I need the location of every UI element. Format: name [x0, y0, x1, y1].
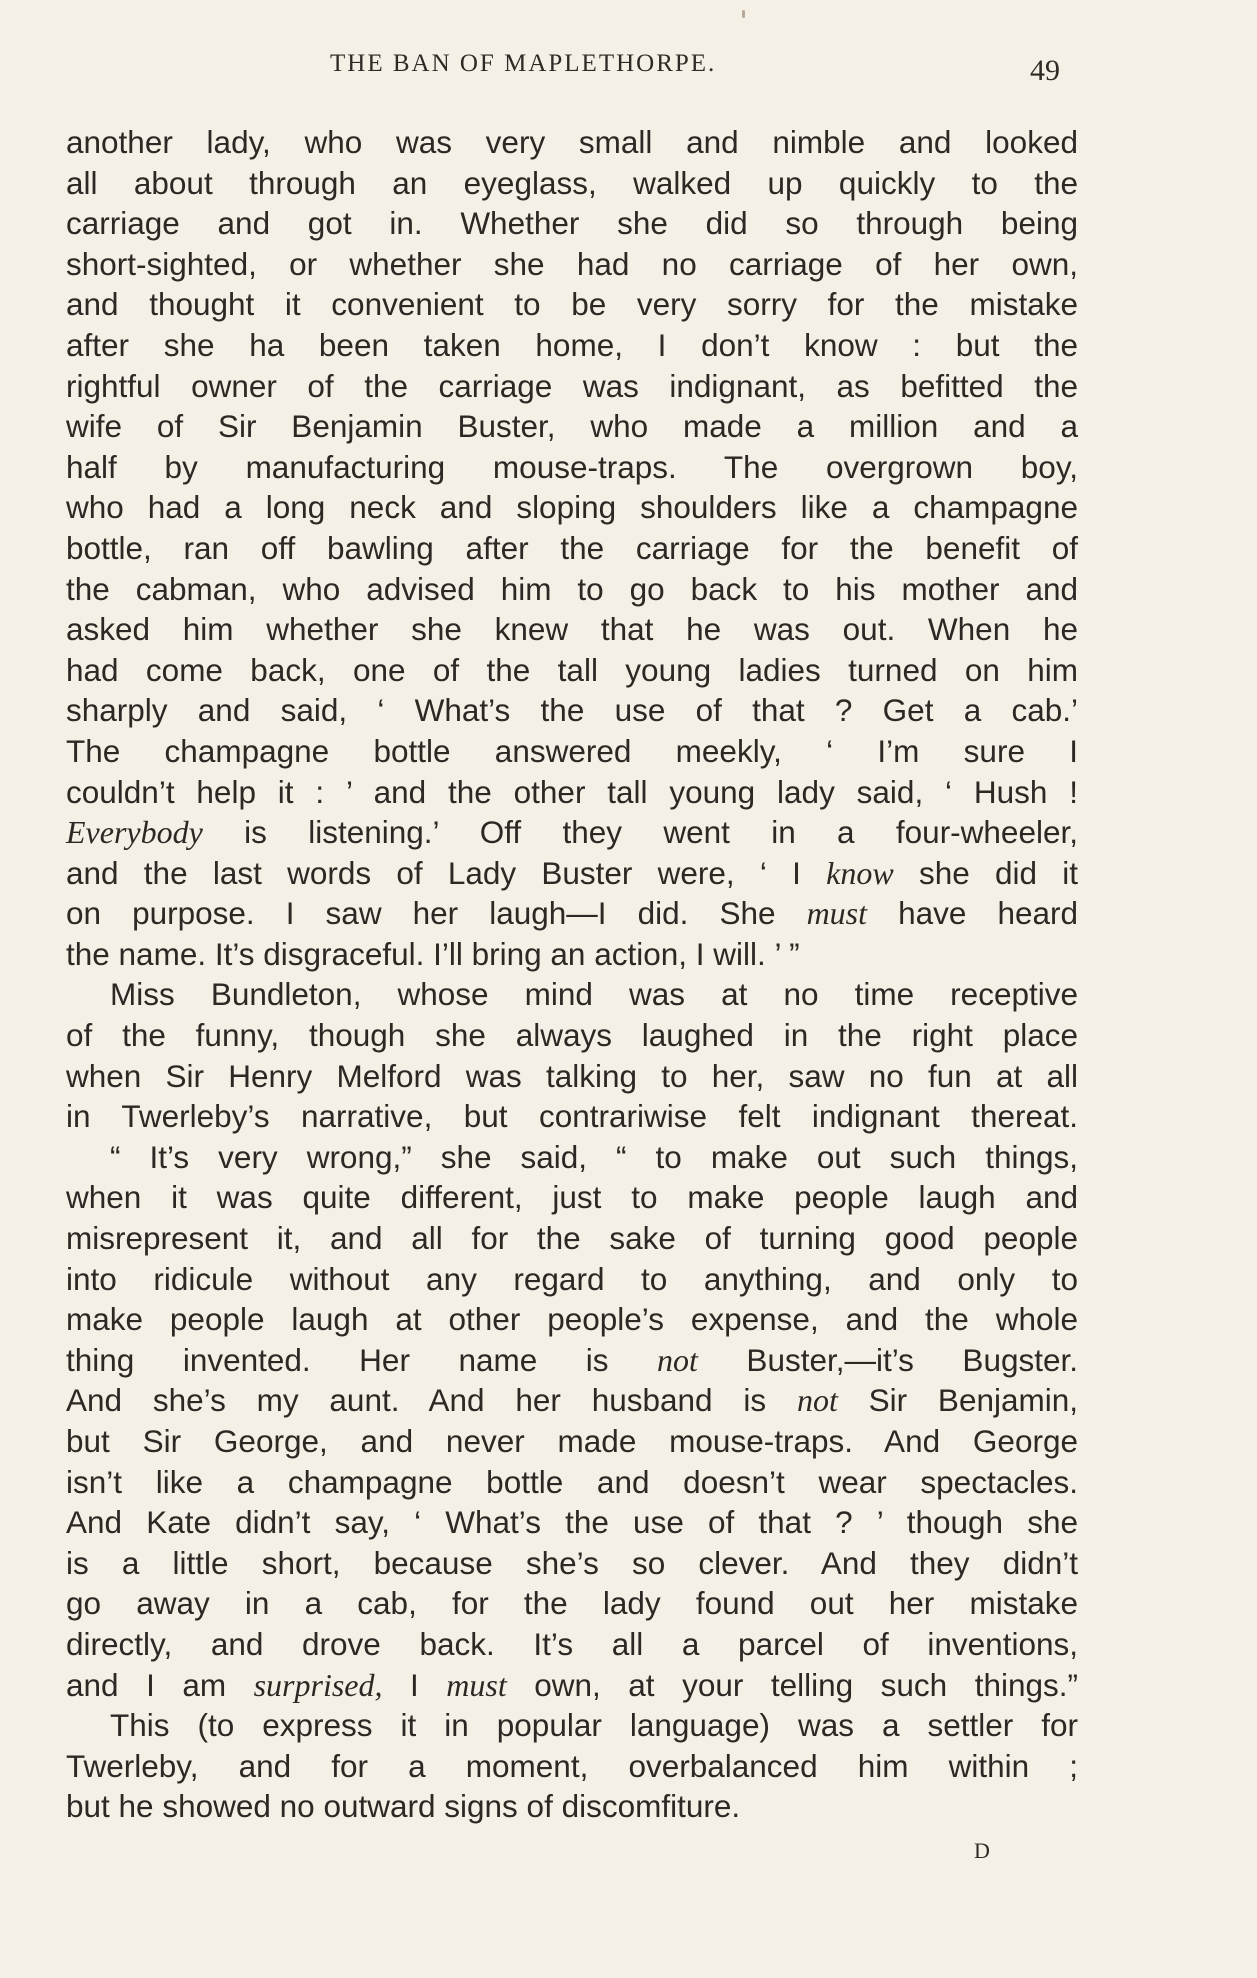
italic-emphasis: Everybody [66, 814, 203, 851]
line-text: Sir Benjamin, [837, 1382, 1079, 1419]
line-text: the name. It’s disgraceful. I’ll bring an action, I will. ’ ” [66, 935, 800, 972]
line-text: This (to express it in popular language) was a settler for [110, 1707, 1078, 1744]
text-line [66, 1746, 1078, 1787]
line-text: half by manufacturing mouse-traps. The overgrown boy, [66, 448, 1078, 485]
line-text: bottle, ran off bawling after the carriage for the benefit of [66, 529, 1078, 566]
text-line [66, 447, 1078, 488]
line-text: sharply and said, ‘ What’s the use of that ? Get a cab.’ [66, 692, 1078, 729]
text-line [66, 1380, 1078, 1421]
line-text: have heard [867, 895, 1079, 932]
line-text: own, at your telling such things.” [506, 1666, 1079, 1703]
line-text: I [382, 1666, 447, 1703]
line-text: carriage and got in. Whether she did so through being [66, 205, 1078, 242]
line-text: she did it [893, 854, 1078, 891]
line-text: Miss Bundleton, whose mind was at no time receptive [110, 976, 1078, 1013]
text-line [66, 1665, 1078, 1706]
line-text: Twerleby, and for a moment, overbalanced him within ; [66, 1747, 1078, 1784]
text-line [66, 772, 1078, 813]
running-title: THE BAN OF MAPLETHORPE. [330, 50, 717, 77]
text-line [66, 1421, 1078, 1462]
line-text: but he showed no outward signs of discomfiture. [66, 1788, 741, 1825]
line-text: but Sir George, and never made mouse-traps. And George [66, 1423, 1078, 1459]
text-line [66, 853, 1078, 894]
line-text: make people laugh at other people’s expense, and the whole [66, 1301, 1078, 1338]
text-line [66, 284, 1078, 325]
text-line [66, 325, 1078, 366]
line-text: another lady, who was very small and nimble and looked [66, 124, 1078, 160]
line-text: on purpose. I saw her laugh—I did. She [66, 895, 807, 932]
text-line [66, 1218, 1078, 1259]
line-text: into ridicule without any regard to anything, and only to [66, 1260, 1078, 1297]
text-line [66, 812, 1078, 853]
line-text: is listening.’ Off they went in a four-wheeler, [202, 814, 1078, 851]
italic-emphasis: not [796, 1382, 838, 1419]
line-text: of the funny, though she always laughed in the right place [66, 1017, 1078, 1054]
signature-mark: D [974, 1838, 990, 1863]
body-text [66, 122, 1078, 1827]
italic-emphasis: surprised, [253, 1666, 383, 1703]
text-line [66, 122, 1078, 163]
text-line [66, 690, 1078, 731]
text-line [66, 528, 1078, 569]
line-text: misrepresent it, and all for the sake of turning good people [66, 1220, 1078, 1257]
text-line [66, 1705, 1078, 1746]
italic-emphasis: not [657, 1341, 698, 1378]
line-text: directly, and drove back. It’s all a parcel of inventions, [66, 1625, 1078, 1662]
text-line [66, 1299, 1078, 1340]
line-text: couldn’t help it : ’ and the other tall young lady said, ‘ Hush ! [66, 773, 1078, 810]
text-line [66, 1502, 1078, 1543]
page-number: 49 [1030, 54, 1060, 87]
text-line [66, 1340, 1078, 1381]
italic-emphasis: know [826, 854, 894, 891]
line-text: thing invented. Her name is [66, 1341, 658, 1378]
line-text: And she’s my aunt. And her husband is [66, 1382, 797, 1419]
line-text: the cabman, who advised him to go back to his mother and [66, 570, 1078, 607]
text-line [66, 1056, 1078, 1097]
text-line [66, 406, 1078, 447]
line-text: when it was quite different, just to make people laugh and [66, 1179, 1078, 1216]
text-line [66, 893, 1078, 934]
line-text: in Twerleby’s narrative, but contrariwise felt indignant thereat. [66, 1098, 1078, 1135]
line-text: and thought it convenient to be very sorry for the mistake [66, 286, 1078, 323]
text-line [66, 650, 1078, 691]
text-line [66, 1096, 1078, 1137]
line-text: asked him whether she knew that he was out. When he [66, 611, 1078, 648]
text-line [66, 1015, 1078, 1056]
line-text: and the last words of Lady Buster were, ‘ I [66, 854, 827, 891]
line-text: who had a long neck and sloping shoulders like a champagne [66, 489, 1078, 526]
line-text: is a little short, because she’s so clever. And they didn’t [66, 1544, 1078, 1581]
line-text: when Sir Henry Melford was talking to her, saw no fun at all [66, 1057, 1078, 1094]
line-text: rightful owner of the carriage was indignant, as befitted the [66, 367, 1078, 404]
italic-emphasis: must [806, 895, 868, 932]
line-text: And Kate didn’t say, ‘ What’s the use of that ? ’ though she [66, 1504, 1078, 1541]
line-text: after she ha been taken home, I don’t know : but the [66, 326, 1078, 363]
text-line [66, 366, 1078, 407]
line-text: and I am [66, 1666, 254, 1703]
text-line [66, 609, 1078, 650]
text-line [66, 934, 1078, 975]
text-line [66, 731, 1078, 772]
text-line [66, 1543, 1078, 1584]
text-line [66, 974, 1078, 1015]
text-line [66, 1624, 1078, 1665]
text-line [66, 1786, 1078, 1827]
text-line [66, 1259, 1078, 1300]
italic-emphasis: must [446, 1666, 507, 1703]
line-text: The champagne bottle answered meekly, ‘ I’m sure I [66, 732, 1078, 769]
text-line [66, 1137, 1078, 1178]
text-line [66, 244, 1078, 285]
line-text: Buster,—it’s Bugster. [697, 1341, 1079, 1378]
line-text: “ It’s very wrong,” she said, “ to make out such things, [110, 1138, 1078, 1175]
line-text: isn’t like a champagne bottle and doesn’t wear spectacles. [66, 1463, 1078, 1500]
text-line [66, 487, 1078, 528]
text-line [66, 203, 1078, 244]
text-line [66, 1462, 1078, 1503]
text-line [66, 1583, 1078, 1624]
line-text: had come back, one of the tall young ladies turned on him [66, 651, 1078, 688]
ink-speck [742, 10, 745, 18]
line-text: short-sighted, or whether she had no carriage of her own, [66, 245, 1078, 282]
text-line [66, 1177, 1078, 1218]
line-text: wife of Sir Benjamin Buster, who made a million and a [66, 408, 1078, 445]
line-text: all about through an eyeglass, walked up quickly to the [66, 164, 1078, 201]
text-line [66, 569, 1078, 610]
text-line [66, 163, 1078, 204]
line-text: go away in a cab, for the lady found out her mistake [66, 1585, 1078, 1622]
